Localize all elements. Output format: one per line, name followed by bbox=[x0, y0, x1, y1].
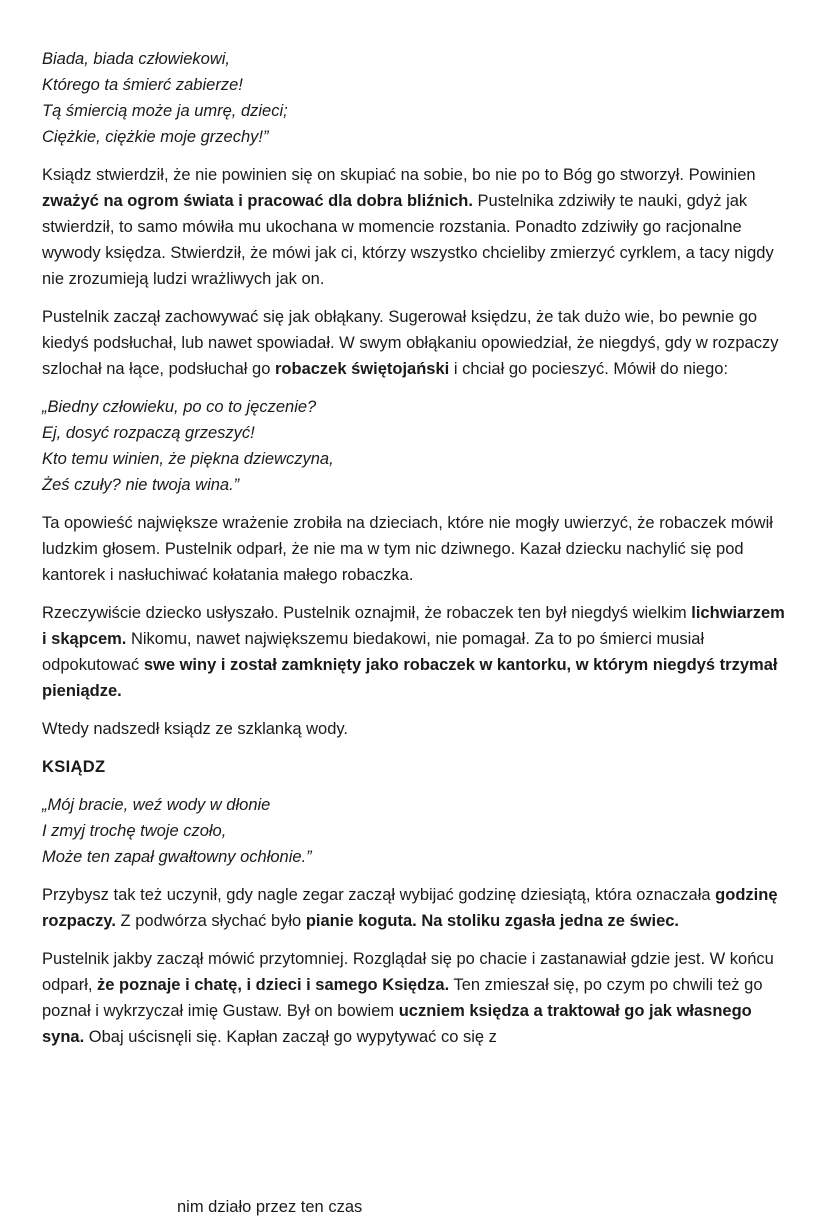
paragraph bbox=[42, 946, 788, 1050]
verse-block bbox=[42, 394, 788, 498]
body-text: Pustelnik jakby zaczął mówić przytomniej. Rozglądał się po chacie i zastanawiał gdzie jest. W końcu odparł, bbox=[42, 950, 774, 994]
verse-line: Tą śmiercią może ja umrę, dzieci; bbox=[42, 102, 288, 120]
paragraph bbox=[42, 600, 788, 704]
body-text: Ksiądz stwierdził, że nie powinien się on skupiać na sobie, bo nie po to Bóg go stworzył. Powinien bbox=[42, 166, 756, 184]
bold-text: robaczek świętojański bbox=[274, 360, 450, 378]
paragraph bbox=[42, 510, 788, 588]
bold-text: zważyć na ogrom świata i pracować dla dobra bliźnich. bbox=[42, 192, 473, 210]
verse-line: „Biedny człowieku, po co to jęczenie? bbox=[42, 398, 317, 416]
verse-line: Żeś czuły? nie twoja wina.” bbox=[42, 476, 240, 494]
bold-text: lichwiarzem i skąpcem. bbox=[42, 604, 785, 648]
paragraph bbox=[42, 304, 788, 382]
verse-line: Biada, biada człowiekowi, bbox=[42, 50, 231, 68]
bold-text: pianie koguta. Na stoliku zgasła jedna ze świec. bbox=[305, 912, 680, 930]
paragraph bbox=[42, 716, 788, 742]
verse-block bbox=[42, 792, 788, 870]
body-text: Ta opowieść największe wrażenie zrobiła na dzieciach, które nie mogły uwierzyć, że robaczek mówił ludzkim głosem. Pustelnik odparł, że nie ma w tym nic dziwnego. Kazał dziecku nachylić się pod kantorek i nasłuchiwać kołatania małego robaczka. bbox=[42, 514, 773, 584]
body-text: Z podwórza słychać było bbox=[115, 912, 306, 930]
bold-text: swe winy i został zamknięty jako robaczek w kantorku, w którym niegdyś trzymał pieniądze. bbox=[42, 656, 778, 700]
body-text: nim działo przez ten czas bbox=[177, 1198, 363, 1216]
bold-text: godzinę rozpaczy. bbox=[42, 886, 778, 930]
verse-line: Ciężkie, ciężkie moje grzechy!” bbox=[42, 128, 269, 146]
verse-line: I zmyj trochę twoje czoło, bbox=[42, 822, 227, 840]
paragraph bbox=[42, 882, 788, 934]
bold-text: że poznaje i chatę, i dzieci i samego Księdza. bbox=[97, 976, 450, 994]
body-text: Ten zmieszał się, po czym po chwili też go poznał i wykrzyczał imię Gustaw. Był on bowiem bbox=[42, 976, 763, 1020]
body-text: Wtedy nadszedł ksiądz ze szklanką wody. bbox=[42, 720, 348, 738]
verse-line: Ej, dosyć rozpaczą grzeszyć! bbox=[42, 424, 255, 442]
document-content bbox=[42, 46, 788, 1216]
verse-line: Kto temu winien, że piękna dziewczyna, bbox=[42, 450, 334, 468]
body-text: Pustelnik zaczął zachowywać się jak obłąkany. Sugerował księdzu, że tak dużo wie, bo pewnie go kiedyś podsłuchał, lub nawet spowiadał. W swym obłąkaniu opowiedział, że niegdyś, gdy w rozpaczy szlochał na łące, podsłuchał go bbox=[42, 308, 779, 378]
section-heading: KSIĄDZ bbox=[42, 758, 106, 776]
verse-block bbox=[42, 46, 788, 150]
body-text: Obaj uścisnęli się. Kapłan zaczął go wypytywać co się z bbox=[84, 1028, 497, 1046]
bold-text: uczniem księdza a traktował go jak własnego syna. bbox=[42, 1002, 752, 1046]
paragraph bbox=[42, 162, 788, 292]
verse-line: „Mój bracie, weź wody w dłonie bbox=[42, 796, 271, 814]
clipped-bottom-line bbox=[177, 1194, 362, 1220]
body-text: Rzeczywiście dziecko usłyszało. Pustelnik oznajmił, że robaczek ten był niegdyś wielkim bbox=[42, 604, 692, 622]
body-text: Nikomu, nawet największemu biedakowi, nie pomagał. Za to po śmierci musiał odpokutować bbox=[42, 630, 705, 674]
verse-line: Którego ta śmierć zabierze! bbox=[42, 76, 243, 94]
body-text: Przybysz tak też uczynił, gdy nagle zegar zaczął wybijać godzinę dziesiątą, która oznaczała bbox=[42, 886, 716, 904]
body-text: Pustelnika zdziwiły te nauki, gdyż jak stwierdził, to samo mówiła mu ukochana w momencie rozstania. Ponadto zdziwiły go racjonalne wywody księdza. Stwierdził, że mówi jak ci, którzy wszystko chcieliby zmierzyć cyrklem, a tacy nigdy nie zrozumieją ludzi wrażliwych jak on. bbox=[42, 192, 774, 288]
verse-line: Może ten zapał gwałtowny ochłonie.” bbox=[42, 848, 312, 866]
body-text: i chciał go pocieszyć. Mówił do niego: bbox=[449, 360, 729, 378]
